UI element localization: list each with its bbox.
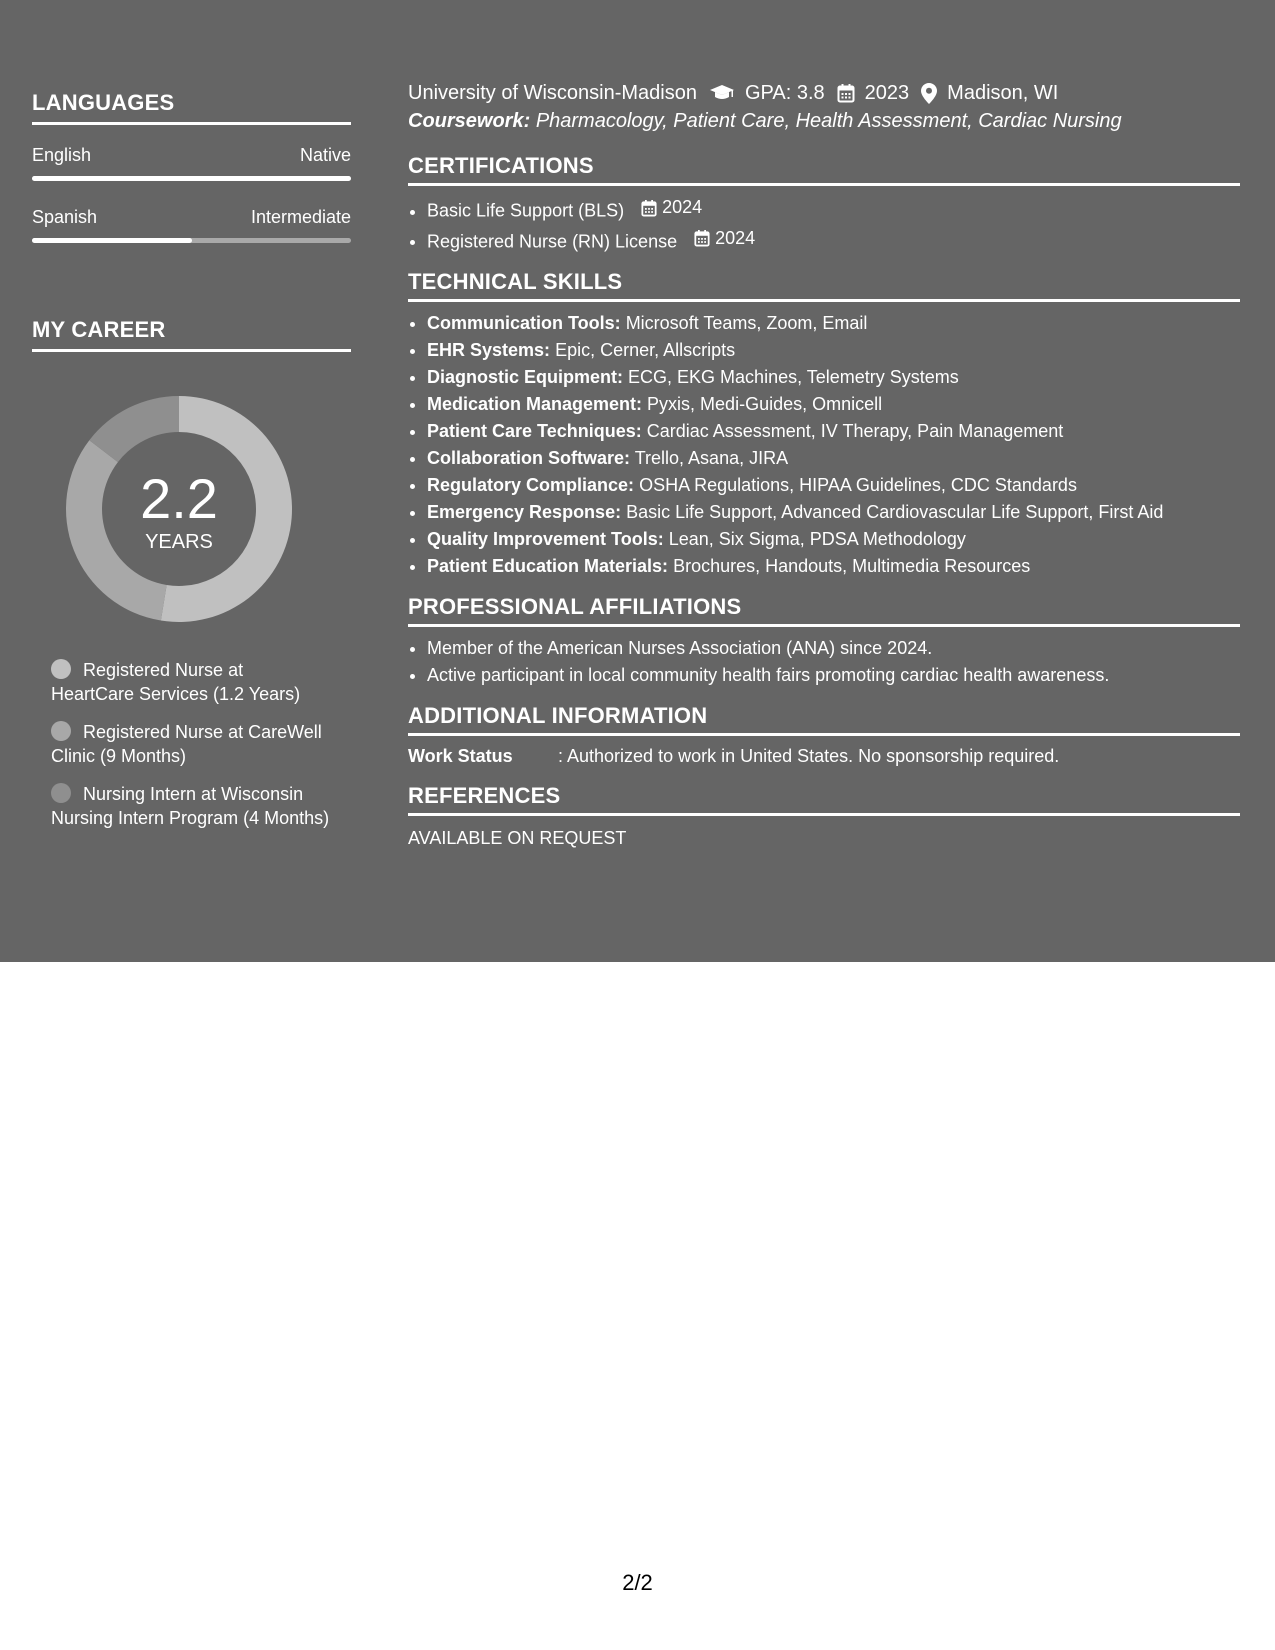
affiliations-list (408, 635, 1240, 689)
languages-title: LANGUAGES (32, 90, 351, 125)
skill-label: Quality Improvement Tools: (427, 529, 664, 549)
skills-title: TECHNICAL SKILLS (408, 269, 1240, 302)
legend-label: Nursing Intern at Wisconsin Nursing Intern Program (4 Months) (51, 784, 330, 828)
language-name: English (32, 145, 92, 165)
calendar-icon (694, 229, 710, 247)
language-bar (32, 176, 351, 181)
skill-value: OSHA Regulations, HIPAA Guidelines, CDC Standards (639, 475, 1077, 495)
calendar-icon (641, 199, 657, 217)
language-level: Intermediate (250, 207, 351, 227)
career-legend (51, 658, 331, 830)
skill-value: Cardiac Assessment, IV Therapy, Pain Management (646, 421, 1064, 441)
affiliation-item: • Member of the American Nurses Association (ANA) since 2024. (427, 635, 1240, 662)
certifications-title: CERTIFICATIONS (408, 153, 1240, 186)
skill-item (427, 391, 1240, 418)
skill-value: Trello, Asana, JIRA (634, 448, 789, 468)
affiliations-section (408, 594, 1240, 689)
education-location: Madison, WI (947, 81, 1059, 104)
skill-item (427, 364, 1240, 391)
language-english (32, 145, 351, 181)
references-text: AVAILABLE ON REQUEST (408, 828, 627, 848)
career-donut-chart (66, 396, 292, 622)
education-year: 2023 (864, 81, 910, 104)
career-title: MY CAREER (32, 317, 351, 352)
skill-value: Epic, Cerner, Allscripts (555, 340, 736, 360)
donut-center (66, 396, 292, 622)
education-line (408, 78, 1240, 108)
career-legend-item (51, 658, 331, 706)
education-gpa: GPA: 3.8 (744, 81, 825, 104)
skills-section (408, 269, 1240, 580)
career-total-unit: YEARS (145, 530, 213, 553)
skill-value: Microsoft Teams, Zoom, Email (625, 313, 868, 333)
affiliation-item: • Active participant in local community health fairs promoting cardiac health awareness. (427, 662, 1240, 689)
skill-item (427, 499, 1240, 526)
education-gpa-group (709, 82, 825, 105)
education-coursework (408, 110, 1240, 133)
language-bar (32, 238, 351, 243)
skill-label: Patient Care Techniques: (427, 421, 642, 441)
language-bar-fill (32, 176, 351, 181)
graduation-cap-icon (709, 84, 735, 102)
skill-value: Basic Life Support, Advanced Cardiovascular Life Support, First Aid (626, 502, 1164, 522)
skill-item (427, 526, 1240, 553)
work-status-label: Work Status (408, 746, 513, 766)
career-total-years: 2.2 (140, 466, 218, 530)
certification-name: Basic Life Support (BLS) (427, 200, 625, 221)
work-status-row (408, 746, 1240, 767)
language-level: Native (299, 145, 351, 165)
skill-item (427, 553, 1240, 580)
career-legend-item (51, 720, 331, 768)
skills-list (408, 310, 1240, 580)
skill-item (427, 337, 1240, 364)
skill-value: ECG, EKG Machines, Telemetry Systems (628, 367, 959, 387)
right-column (408, 78, 1240, 849)
skill-item (427, 445, 1240, 472)
additional-info-section (408, 703, 1240, 767)
left-column (32, 90, 351, 844)
skill-value: Brochures, Handouts, Multimedia Resources (673, 556, 1031, 576)
certification-item (427, 194, 1240, 225)
language-bar-fill (32, 238, 192, 243)
legend-dot-icon (51, 721, 71, 741)
calendar-icon (837, 83, 855, 103)
legend-dot-icon (51, 659, 71, 679)
work-status-value: : Authorized to work in United States. No sponsorship required. (558, 746, 1060, 766)
certification-date-group (641, 194, 702, 221)
certification-name: Registered Nurse (RN) License (427, 231, 678, 251)
map-pin-icon (921, 83, 937, 104)
skill-item (427, 310, 1240, 337)
skill-item (427, 418, 1240, 445)
certification-item (427, 225, 1240, 256)
coursework-list: Pharmacology, Patient Care, Health Assessment, Cardiac Nursing (535, 110, 1122, 132)
skill-label: Communication Tools: (427, 313, 621, 333)
references-title: REFERENCES (408, 783, 1240, 816)
certification-date: 2024 (662, 197, 703, 217)
references-section (408, 783, 1240, 849)
legend-label: Registered Nurse at HeartCare Services (1.2 Years) (51, 660, 301, 704)
education-year-group (837, 82, 910, 105)
legend-dot-icon (51, 783, 71, 803)
page-number: 2/2 (622, 1570, 653, 1595)
skill-value: Lean, Six Sigma, PDSA Methodology (668, 529, 966, 549)
education-location-group (921, 82, 1058, 105)
language-spanish (32, 207, 351, 243)
coursework-label: Coursework: (408, 110, 531, 132)
career-legend-item (51, 782, 331, 830)
language-name: Spanish (32, 207, 98, 227)
skill-label: EHR Systems: (427, 340, 551, 360)
skill-label: Patient Education Materials: (427, 556, 669, 576)
skill-label: Emergency Response: (427, 502, 622, 522)
skill-value: Pyxis, Medi-Guides, Omnicell (647, 394, 883, 414)
certifications-section (408, 153, 1240, 255)
education-school: University of Wisconsin-Madison (408, 81, 697, 104)
skill-item (427, 472, 1240, 499)
legend-label: Registered Nurse at CareWell Clinic (9 Months) (51, 722, 322, 766)
additional-info-title: ADDITIONAL INFORMATION (408, 703, 1240, 736)
affiliations-title: PROFESSIONAL AFFILIATIONS (408, 594, 1240, 627)
skill-label: Collaboration Software: (427, 448, 631, 468)
skill-label: Diagnostic Equipment: (427, 367, 624, 387)
skill-label: Regulatory Compliance: (427, 475, 635, 495)
certification-date: 2024 (715, 227, 756, 248)
certifications-list (408, 194, 1240, 255)
certification-date-group (694, 225, 755, 252)
skill-label: Medication Management: (427, 394, 643, 414)
